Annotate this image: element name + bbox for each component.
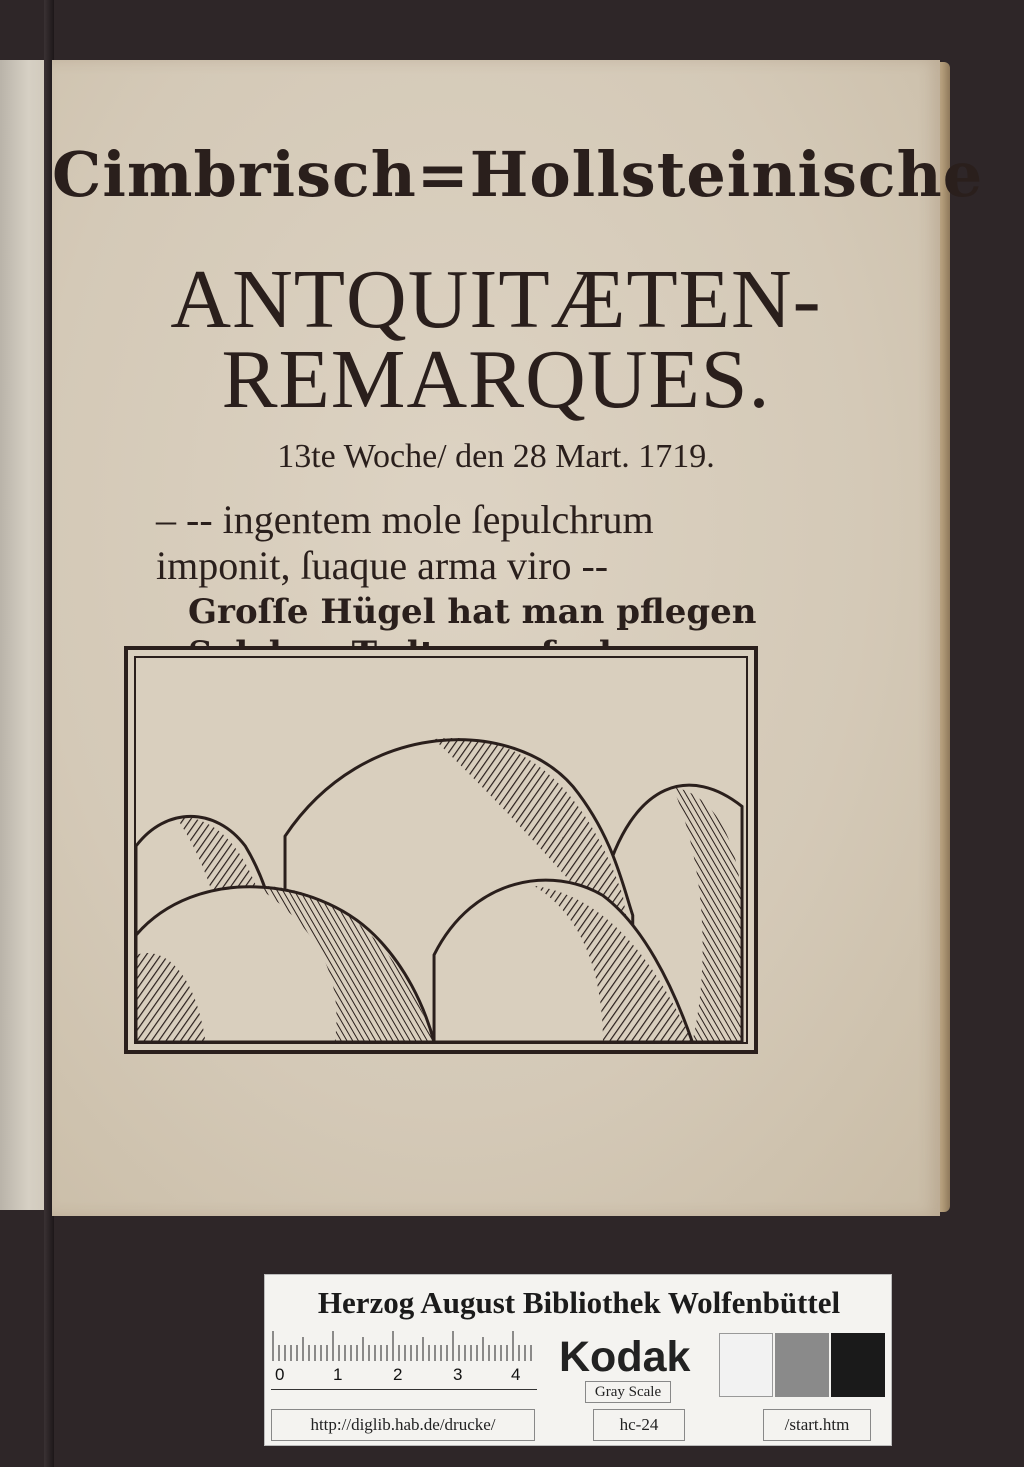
library-name: Herzog August Bibliothek Wolfenbüttel — [317, 1285, 841, 1320]
woodcut-illustration — [124, 646, 758, 1054]
color-target-card — [264, 1274, 892, 1446]
gray-patch-mid — [775, 1333, 829, 1397]
dateline: 13te Woche/ den 28 Mart. 1719. — [277, 438, 715, 475]
latin-line-1: – -- ingentem mole ſepulchrum — [156, 497, 654, 542]
library-url: http://diglib.hab.de/drucke/ — [271, 1409, 535, 1441]
title-fraktur: Cimbrisch=Hollsteinische — [52, 138, 984, 211]
burial-mounds-image — [136, 658, 746, 1042]
ruler-number-4: 4 — [511, 1365, 521, 1384]
ruler-number-1: 1 — [333, 1365, 343, 1384]
scale-ruler — [271, 1331, 537, 1390]
title-line-2: REMARQUES. — [221, 333, 771, 426]
ruler-number-2: 2 — [393, 1365, 403, 1384]
ruler-number-3: 3 — [453, 1365, 463, 1384]
ruler-number-0: 0 — [275, 1365, 285, 1384]
verse-line-1: Groſſe Hügel hat man pflegen — [188, 592, 757, 632]
document-page — [52, 60, 984, 1216]
title-line-1: ANTQUITÆTEN- — [170, 253, 822, 346]
gray-patch-black — [831, 1333, 885, 1397]
woodcut-inner-frame — [134, 656, 748, 1044]
latin-line-2: imponit, ſuaque arma viro -- — [156, 543, 609, 588]
shelfmark: hc-24 — [593, 1409, 685, 1441]
gray-patch-white — [719, 1333, 773, 1397]
start-path: /start.htm — [763, 1409, 871, 1441]
gray-scale-label: Gray Scale — [585, 1381, 671, 1403]
kodak-logo: Kodak — [559, 1333, 691, 1381]
ruler-ticks — [271, 1331, 537, 1389]
